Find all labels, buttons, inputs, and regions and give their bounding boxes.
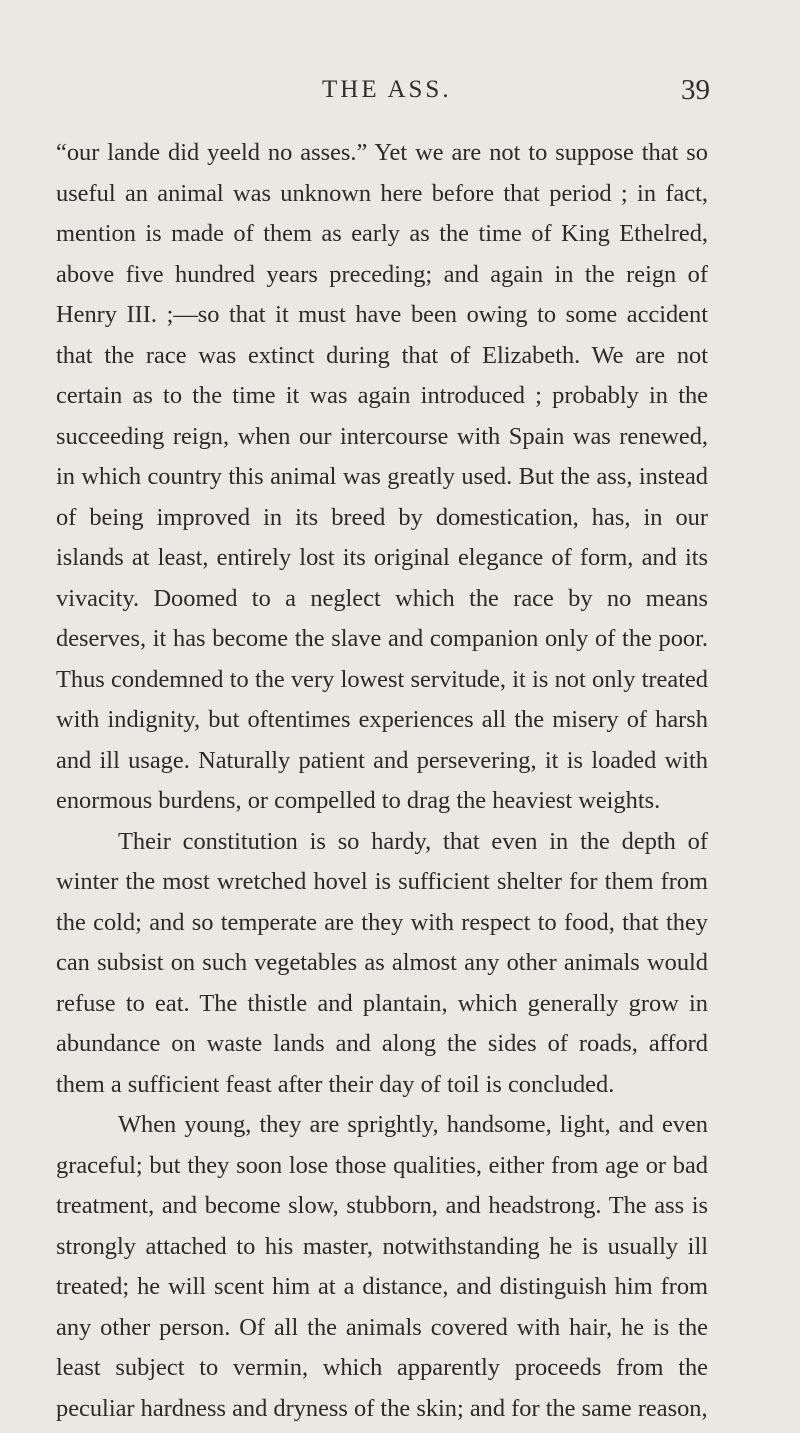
running-title: THE ASS. (322, 76, 452, 103)
body-text (56, 133, 708, 1429)
paragraph-3: When young, they are sprightly, handsome, light, and even graceful; but they soon lose those qualities, either from age or bad treatment, and become slow, stubborn, and headstrong. The ass is strongly attached to his master, notwithstanding he is usually ill treated; he will scent him at a distance, and distinguish him from any other person. Of all the animals covered with hair, he is the least subject to vermin, which apparently proceeds from the peculiar hardness and dryness of the skin; and for the same reason, (56, 1111, 708, 1422)
paragraph-1: “our lande did yeeld no asses.” Yet we are not to suppose that so useful an animal was unknown here before that period ; in fact, mention is made of them as early as the time of King Ethelred, above five hundred years preceding; and again in the reign of Henry III. ;—so that it must have been owing to some accident that the race was extinct during that of Elizabeth. We are not certain as to the time it was again introduced ; probably in the succeeding reign, when our intercourse with Spain was renewed, in which country this animal was greatly used. But the ass, instead of being improved in its breed by domestication, has, in our islands at least, entirely lost its original elegance of form, and its vivacity. Doomed to a neglect which the race by no means deserves, it has become the slave and companion only of the poor. Thus condemned to the very lowest servitude, it is not only treated with indignity, but oftentimes experiences all the misery of harsh and ill usage. Naturally patient and persevering, it is loaded with enormous burdens, or compelled to drag the heaviest weights. (56, 139, 708, 814)
paragraph-2: Their constitution is so hardy, that even in the depth of winter the most wretched hovel is sufficient shelter for them from the cold; and so temperate are they with respect to food, that they can subsist on such vegetables as almost any other animals would refuse to eat. The thistle and plantain, which generally grow in abundance on waste lands and along the sides of roads, afford them a sufficient feast after their day of toil is concluded. (56, 827, 708, 1098)
running-head (0, 76, 800, 116)
page-number: 39 (681, 74, 710, 106)
